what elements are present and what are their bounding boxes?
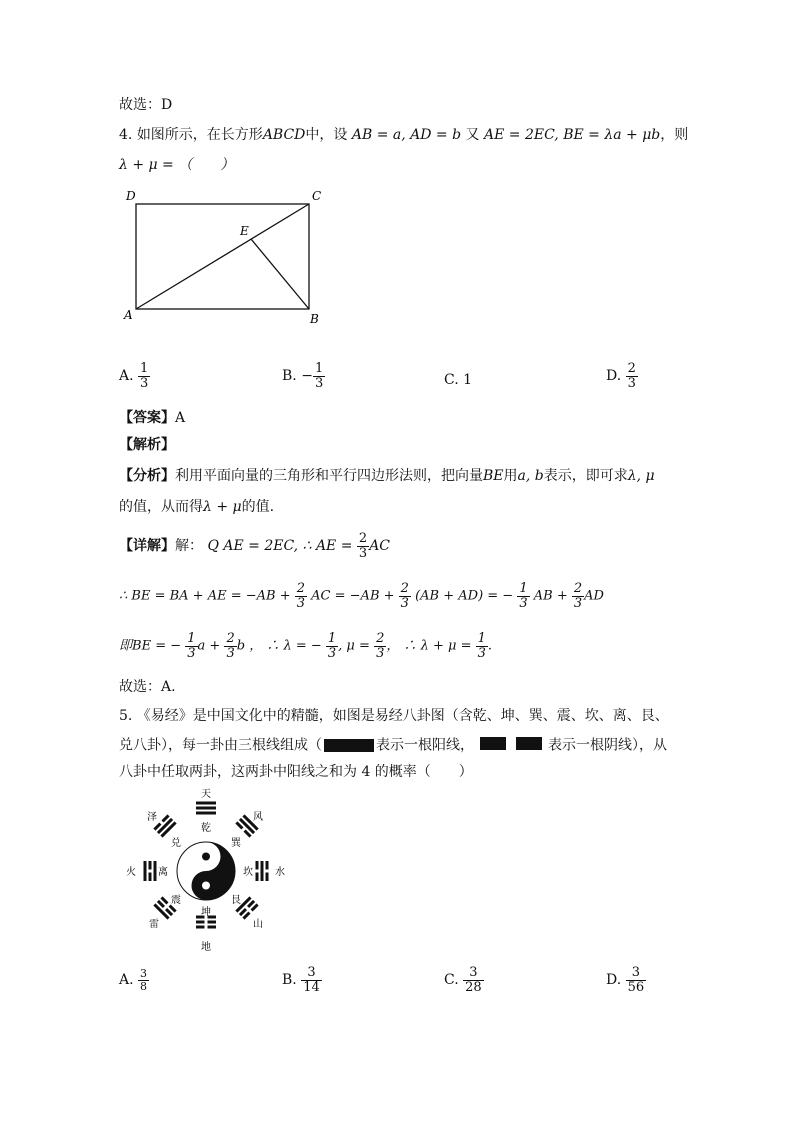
label-qian: 乾: [201, 823, 211, 834]
answer-tag: 【答案】: [119, 410, 175, 426]
q4-option-d: D. $\frac{2}{3}$: [606, 361, 636, 391]
q4-stem-a: 如图所示，在长方形: [136, 127, 263, 143]
q4-answer: [119, 411, 185, 426]
label-tian: 天: [201, 789, 211, 800]
label-dui: 兑: [171, 838, 181, 849]
label-shan: 山: [253, 919, 263, 930]
label-lei: 雷: [149, 919, 159, 930]
label-li: 离: [158, 867, 168, 878]
q4-vector-condition-2: AE = 2EC, BE = λa + μb: [484, 127, 661, 143]
yang-line-sample: [324, 739, 374, 752]
answer-value: A: [175, 410, 186, 426]
label-a: A: [124, 308, 133, 322]
trigram-qian: [196, 802, 216, 815]
trigram-kan: [256, 861, 269, 881]
q4-rectangle-figure: [118, 185, 338, 330]
label-zhen: 震: [171, 895, 181, 906]
q5-option-a: A. $\frac{3}{8}$: [119, 967, 148, 993]
q4-option-a-fraction: $\frac{1}{3}$: [140, 361, 149, 391]
q5-option-d: D. $\frac{3}{56}$: [606, 965, 645, 995]
label-c: C: [312, 189, 322, 203]
label-huo: 火: [126, 867, 136, 878]
q4-conclusion: 故选：A.: [119, 679, 176, 695]
q4-stem: [119, 128, 688, 143]
fenxi-line-1: 【分析】利用平面向量的三角形和平行四边形法则，把向量BE用a, b表示，即可求λ, μ: [119, 468, 655, 484]
segment-be: [251, 239, 309, 309]
q4-option-b-fraction: $\frac{1}{3}$: [314, 361, 324, 391]
q5-line-2: 兑八卦），每一卦由三根线组成（ 表示一根阳线， 表示一根阴线），从: [119, 737, 667, 754]
label-kun: 坤: [201, 907, 211, 918]
q4-option-a: A. $\frac{1}{3}$: [119, 361, 149, 391]
q4-stem-d: ，则: [660, 127, 689, 143]
detail-line-3: 即BE = − $\frac{1}{3}$ a + $\frac{2}{3}$ b ， ∴ λ = − $\frac{1}{3}$ , μ = $\frac{2}{3}$ ， ∴ λ + μ = $\frac{1}{3}$ .: [119, 631, 493, 661]
label-feng: 风: [253, 812, 263, 823]
q3-answer-tail: 故选：D: [119, 97, 173, 113]
label-kan: 坎: [243, 867, 253, 878]
q4-number: 4.: [119, 127, 133, 143]
q4-rect-name: ABCD: [262, 127, 306, 143]
yin-line-sample: [480, 737, 542, 754]
bagua-figure: [118, 786, 298, 956]
q4-stem-c: 又: [465, 127, 480, 143]
label-e: E: [240, 224, 249, 238]
q4-question-line: λ + μ = （ ）: [119, 157, 235, 173]
q4-option-d-fraction: $\frac{2}{3}$: [627, 361, 636, 391]
label-shui: 水: [275, 867, 285, 878]
diagonal-ac: [136, 204, 309, 309]
q5-line-3: 八卦中任取两卦，这两卦中阳线之和为 4 的概率（ ）: [119, 764, 473, 780]
label-b: B: [310, 312, 319, 326]
q5-option-a-fraction: $\frac{3}{8}$: [140, 967, 148, 993]
q4-option-b: B. − $\frac{1}{3}$: [282, 361, 324, 391]
q4-option-c: C. 1: [444, 372, 473, 388]
label-ze: 泽: [147, 812, 157, 823]
detail-line-2: ∴ BE = BA + AE = −AB + $\frac{2}{3}$ AC = −AB + $\frac{2}{3}$ (AB + AD) = − $\frac{1}{3}$ AB + $\frac{2}{3}$ AD: [119, 581, 604, 611]
taiji-symbol: [177, 842, 235, 900]
detail-line-1: 【详解】解： Q AE = 2EC, ∴ AE = $\frac{2}{3}$ AC: [119, 531, 391, 561]
label-gen: 艮: [231, 895, 241, 906]
q5-option-c: C. $\frac{3}{28}$: [444, 965, 482, 995]
q5-option-d-fraction: $\frac{3}{56}$: [627, 965, 645, 995]
fenxi-line-2: 的值，从而得λ + μ的值.: [119, 499, 275, 515]
label-xun: 巽: [231, 838, 241, 849]
label-d: D: [126, 189, 136, 203]
label-di: 地: [201, 942, 211, 953]
q4-stem-b: 中，设: [305, 127, 348, 143]
trigram-li: [144, 861, 157, 881]
q4-vector-condition: AB = a, AD = b: [351, 127, 462, 143]
analysis-tag: 【解析】: [119, 437, 175, 453]
q5-line-1: 5. 《易经》是中国文化中的精髓，如图是易经八卦图（含乾、坤、巽、震、坎、离、艮、: [119, 708, 669, 724]
q5-option-c-fraction: $\frac{3}{28}$: [465, 965, 482, 995]
q5-option-b-fraction: $\frac{3}{14}$: [303, 965, 320, 995]
q5-option-b: B. $\frac{3}{14}$: [282, 965, 320, 995]
